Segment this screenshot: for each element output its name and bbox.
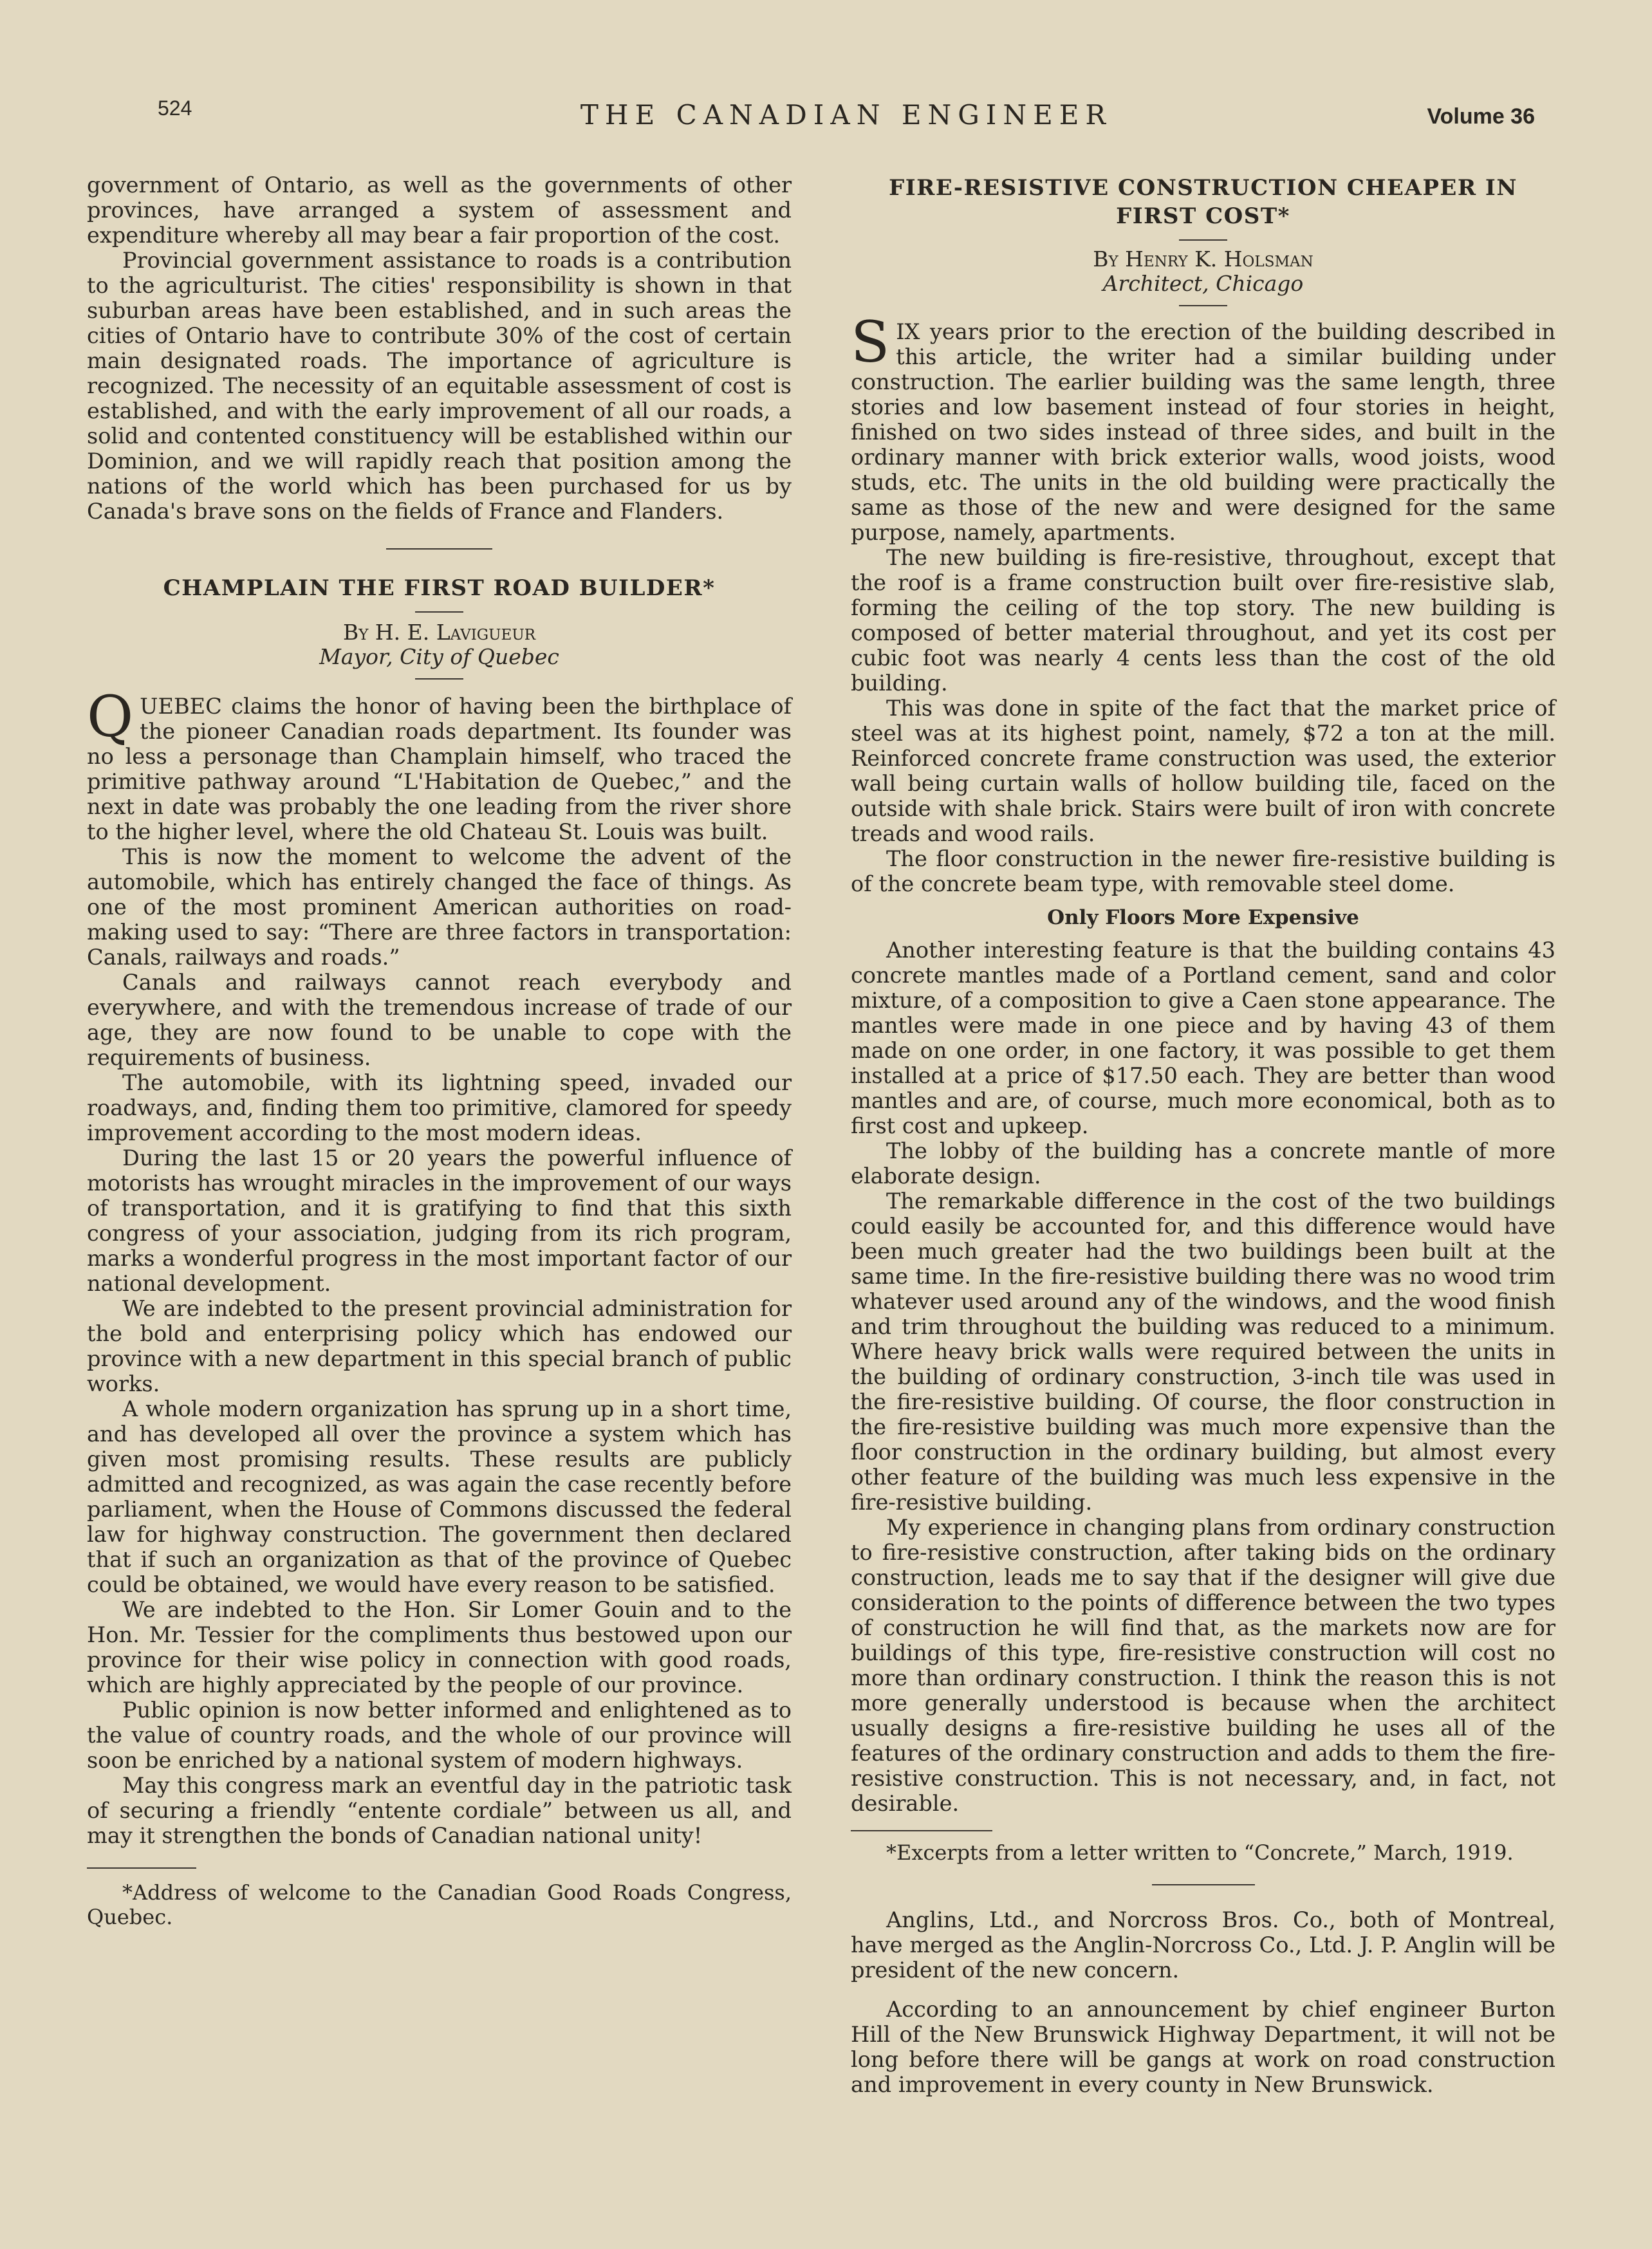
article-title: FIRE-RESISTIVE CONSTRUCTION CHEAPER IN FIRST COST* — [889, 175, 1517, 229]
byline: By H. E. Lavigueur — [342, 620, 536, 645]
body-paragraph: The new building is fire-resistive, throughout, except that the roof is a frame construction built over fire-resistive slab, forming the ceiling of the top story. The new building is composed of better material throughout, and yet its cost per cubic foot was nearly 4 cents less than the cost of the old building. — [851, 545, 1555, 696]
body-paragraph: This was done in spite of the fact that the market price of steel was at its highest point, namely, $72 a ton at the mill. Reinforced concrete frame construction was used, the exterior wall being curtain walls of hollow building tile, faced on the outside with shale brick. Stairs were built of iron with concrete treads and wood rails. — [851, 696, 1555, 846]
body-paragraph: During the last 15 or 20 years the powerful influence of motorists has wrought miracles in the improvement of our ways of transportation, and it is gratifying to find that this sixth congress of your association, judging from its rich program, marks a wonderful progress in the most important factor of our national development. — [87, 1145, 792, 1296]
section-divider — [1152, 1884, 1255, 1885]
right-column — [851, 174, 1555, 2097]
news-item: Anglins, Ltd., and Norcross Bros. Co., both of Montreal, have merged as the Anglin-Norcross Co., Ltd. J. P. Anglin will be president of the new concern. — [851, 1907, 1555, 1983]
subheading: Only Floors More Expensive — [1047, 906, 1359, 929]
body-paragraph: The automobile, with its lightning speed, invaded our roadways, and, finding them too primitive, clamored for speedy improvement according to the most modern ideas. — [87, 1070, 792, 1145]
footnote-rule — [87, 1867, 196, 1869]
footnote: *Excerpts from a letter written to “Concrete,” March, 1919. — [886, 1840, 1514, 1865]
body-paragraph: A whole modern organization has sprung up in a short time, and has developed all over the province a system which has given most promising results. These results are publicly admitted and recognized, as was again the case recently before parliament, when the House of Commons discussed the federal law for highway construction. The government then declared that if such an organization as that of the province of Quebec could be obtained, we would have every reason to be satisfied. — [87, 1396, 792, 1597]
body-paragraph: We are indebted to the Hon. Sir Lomer Gouin and to the Hon. Mr. Tessier for the compliments thus bestowed upon our province for their wise policy in connection with good roads, which are highly appreciated by the people of our province. — [87, 1597, 792, 1698]
title-rule — [1179, 305, 1227, 306]
body-paragraph: The remarkable difference in the cost of the two buildings could easily be accounted for, and this difference would have been much greater had the two buildings been built at the same time. In the fire-resistive building there was no wood trim whatever used around any of the windows, and the wood finish and trim throughout the building was reduced to a minimum. Where heavy brick walls were required between the units in the building of ordinary construction, 3-inch tile was used in the fire-resistive building. Of course, the floor construction in the fire-resistive building was much more expensive than the floor construction in the ordinary building, but almost every other feature of the building was much less expensive in the fire-resistive building. — [851, 1189, 1555, 1515]
title-rule — [415, 678, 463, 680]
author-affiliation: Mayor, City of Quebec — [319, 644, 559, 669]
drop-cap: S — [851, 309, 890, 375]
body-paragraph: Another interesting feature is that the building contains 43 concrete mantles made of a Portland cement, sand and color mixture, of a composition to give a Caen stone appearance. The mantles were made in one piece and by having 43 of them made on one order, in one factory, it was possible to get them installed at a price of $17.50 each. They are better than wood mantles and are, of course, much more economical, both as to first cost and upkeep. — [851, 938, 1555, 1138]
lead-text: UEBEC claims the honor of having been the birthplace of the pioneer Canadian roads department. Its founder was no less a personage than Champlain himself, who traced the primitive pathway around “L'Habitation de Quebec,” and the next in date was probably the one leading from the river shore to the higher level, where the old Chateau St. Louis was built. — [87, 694, 792, 844]
page-number: 524 — [158, 97, 192, 120]
volume-label: Volume 36 — [1427, 104, 1535, 129]
lead-text: IX years prior to the erection of the building described in this article, the writer had a similar building under construction. The earlier building was the same length, three stories and low basement instead of four stories in height, finished on two sides instead of three sides, and built in the ordinary manner with brick exterior walls, wood joists, wood studs, etc. The units in the old building were practically the same as those of the new and were designed for the same purpose, namely, apartments. — [851, 319, 1555, 545]
body-paragraph: The floor construction in the newer fire-resistive building is of the concrete beam type, with removable steel dome. — [851, 846, 1555, 896]
journal-title: THE CANADIAN ENGINEER — [580, 99, 1113, 131]
body-paragraph: We are indebted to the present provincial administration for the bold and enterprising policy which has endowed our province with a new department in this special branch of public works. — [87, 1296, 792, 1396]
body-paragraph: May this congress mark an eventful day in the patriotic task of securing a friendly “entente cordiale” between us all, and may it strengthen the bonds of Canadian national unity! — [87, 1773, 792, 1848]
lead-paragraph — [851, 309, 1555, 545]
title-rule — [1179, 239, 1227, 241]
left-column — [87, 172, 792, 1929]
body-paragraph: The lobby of the building has a concrete mantle of more elaborate design. — [851, 1138, 1555, 1189]
drop-cap: Q — [87, 683, 134, 750]
body-paragraph: My experience in changing plans from ordinary construction to fire-resistive construction, after taking bids on the ordinary construction, leads me to say that if the designer will give due consideration to the points of difference between the two types of construction he will find that, as the markets now are for buildings of this type, fire-resistive construction will cost no more than ordinary construction. I think the reason this is not more generally understood is because when the architect usually designs a fire-resistive building he uses all of the features of the ordinary construction and adds to them the fire-resistive construction. This is not necessary, and, in fact, not desirable. — [851, 1515, 1555, 1816]
lead-paragraph — [87, 683, 792, 844]
news-item: According to an announcement by chief engineer Burton Hill of the New Brunswick Highway Department, it will not be long before there will be gangs at work on road construction and improvement in every county in New Brunswick. — [851, 1997, 1555, 2097]
author-affiliation: Architect, Chicago — [1102, 271, 1304, 296]
body-paragraph: This is now the moment to welcome the advent of the automobile, which has entirely changed the face of things. As one of the most prominent American authorities on road-making used to say: “There are three factors in transportation: Canals, railways and roads.” — [87, 844, 792, 970]
byline: By Henry K. Holsman — [1093, 246, 1313, 272]
footnote: *Address of welcome to the Canadian Good Roads Congress, Quebec. — [87, 1880, 792, 1929]
title-rule — [415, 611, 463, 613]
intro-paragraph: government of Ontario, as well as the governments of other provinces, have arranged a system of assessment and expenditure whereby all may bear a fair proportion of the cost. — [87, 172, 792, 248]
intro-paragraph: Provincial government assistance to roads is a contribution to the agriculturist. The cities' responsibility is shown in that suburban areas have been established, and in such areas the cities of Ontario have to contribute 30% of the cost of certain main designated roads. The importance of agriculture is recognized. The necessity of an equitable assessment of cost is established, and with the early improvement of all our roads, a solid and contented constituency will be established within our Dominion, and we will rapidly reach that position among the nations of the world which has been purchased for us by Canada's brave sons on the fields of France and Flanders. — [87, 248, 792, 524]
body-paragraph: Canals and railways cannot reach everybody and everywhere, and with the tremendous increase of trade of our age, they are now found to be unable to cope with the requirements of business. — [87, 970, 792, 1070]
section-divider — [386, 548, 492, 550]
article-title: CHAMPLAIN THE FIRST ROAD BUILDER* — [163, 575, 716, 601]
body-paragraph: Public opinion is now better informed and enlightened as to the value of country roads, and the whole of our province will soon be enriched by a national system of modern highways. — [87, 1698, 792, 1773]
footnote-rule — [851, 1830, 992, 1831]
page-header — [158, 97, 1535, 142]
